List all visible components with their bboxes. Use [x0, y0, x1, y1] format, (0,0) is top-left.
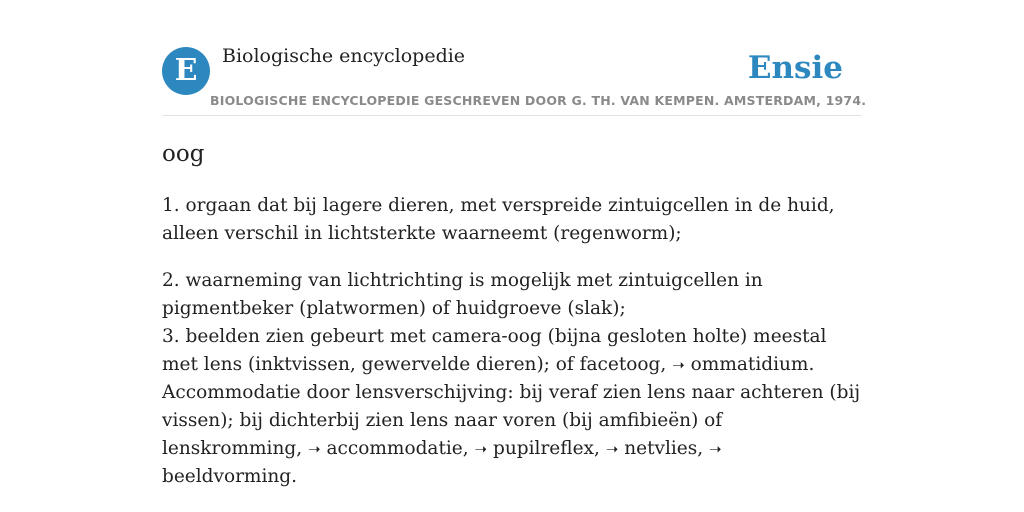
source-title[interactable]: Biologische encyclopedie [222, 45, 466, 67]
definition-paragraph-1: 1. orgaan dat bij lagere dieren, met verspreide zintuigcellen in de huid, alleen verschil in lichtsterkte waarneemt (regenworm); [162, 195, 835, 244]
final-period: . [291, 466, 298, 487]
source-description: BIOLOGISCHE ENCYCLOPEDIE GESCHREVEN DOOR G. TH. VAN KEMPEN. AMSTERDAM, 1974. [210, 93, 867, 108]
definition-paragraph-2: 2. waarneming van lichtrichting is mogelijk met zintuigcellen in pigmentbeker (platwormen) of huidgroeve (slak); [162, 270, 763, 319]
arrow-icon: ➝ [605, 440, 619, 458]
arrow-icon: ➝ [474, 440, 488, 458]
separator-comma: , [593, 438, 600, 459]
source-logo[interactable]: E [162, 47, 210, 95]
definition-paragraph-3 [162, 323, 862, 491]
xref-ommatidium[interactable]: ommatidium [690, 354, 809, 375]
p3-intro-text: 3. beelden zien gebeurt met camera-oog (bijna gesloten holte) meestal met lens (inktvissen, gewervelde dieren); of facetoog, [162, 326, 827, 375]
xref-pupilreflex[interactable]: pupilreflex [493, 438, 594, 459]
p3-middle-text: . Accommodatie door lensverschijving: bij veraf zien lens naar achteren (bij vissen); bij dichterbij zien lens naar voren (bij amfibieën) of lenskromming, [162, 354, 861, 459]
header [162, 0, 867, 116]
page-title: oog [162, 141, 205, 167]
xref-accommodatie[interactable]: accommodatie [326, 438, 463, 459]
arrow-icon: ➝ [308, 440, 321, 458]
arrow-icon: ➝ [672, 356, 685, 374]
xref-beeldvorming[interactable]: beeldvorming [162, 466, 292, 487]
separator-comma: , [697, 438, 704, 459]
definition [162, 192, 862, 491]
xref-netvlies[interactable]: netvlies [624, 438, 698, 459]
brand-logo[interactable]: Ensie [747, 50, 843, 86]
separator-comma: , [462, 438, 469, 459]
entry-card [162, 0, 867, 512]
arrow-icon: ➝ [709, 440, 722, 458]
